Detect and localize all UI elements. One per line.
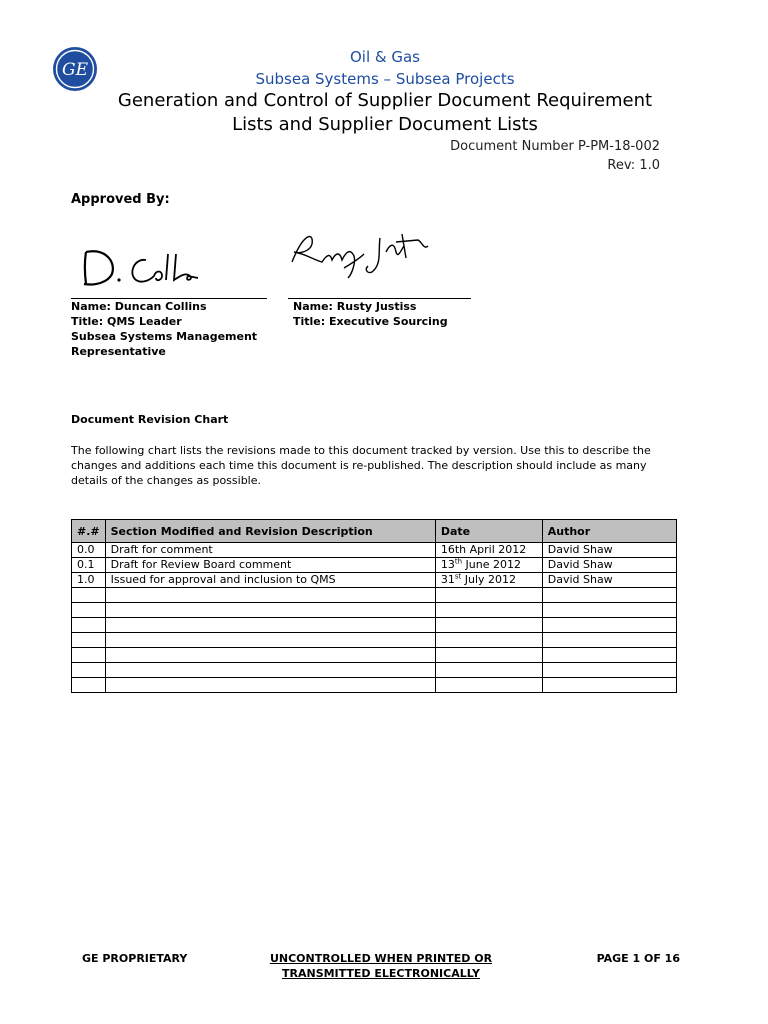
revision-number-cell: 0.1 [72, 558, 106, 573]
revision-date-cell: 13th June 2012 [435, 558, 542, 573]
svg-text:GE: GE [62, 60, 88, 80]
column-header-description: Section Modified and Revision Description [105, 520, 435, 543]
table-row-empty [72, 648, 677, 663]
revision-author-cell: David Shaw [542, 558, 676, 573]
document-number: Document Number P-PM-18-002 [450, 139, 660, 154]
table-header-row [72, 520, 677, 543]
column-header-author: Author [542, 520, 676, 543]
signer-1-extra-line-1: Subsea Systems Management [71, 330, 258, 343]
signer-2-title: Title: Executive Sourcing [293, 315, 448, 328]
footer-uncontrolled-notice [246, 951, 516, 981]
revision-date-cell: 31st July 2012 [435, 573, 542, 588]
revision-chart-intro: The following chart lists the revisions made to this document tracked by version. Use this to describe the changes and additions each time this document is re-published. The description should include as many details of the changes as possible. [71, 444, 651, 487]
revision-number: Rev: 1.0 [607, 158, 660, 173]
org-line-2: Subsea Systems – Subsea Projects [255, 70, 515, 88]
signature-rusty-justiss [284, 222, 434, 284]
table-row [72, 573, 677, 588]
org-line-1: Oil & Gas [349, 48, 420, 66]
revision-description-cell: Draft for comment [105, 543, 435, 558]
revision-number-cell: 0.0 [72, 543, 106, 558]
footer-notice-line-1: UNCONTROLLED WHEN PRINTED OR [269, 952, 493, 965]
footer-proprietary: GE PROPRIETARY [82, 952, 188, 965]
table-row-empty [72, 618, 677, 633]
table-row-empty [72, 588, 677, 603]
revision-number-cell: 1.0 [72, 573, 106, 588]
revision-date-cell: 16th April 2012 [435, 543, 542, 558]
signer-2-name: Name: Rusty Justiss [293, 300, 417, 313]
table-row-empty [72, 678, 677, 693]
table-row-empty [72, 603, 677, 618]
revision-description-cell: Issued for approval and inclusion to QMS [105, 573, 435, 588]
signer-block-1 [71, 299, 271, 359]
title-line-2: Lists and Supplier Document Lists [232, 114, 538, 135]
ge-logo-icon [52, 46, 98, 92]
column-header-date: Date [435, 520, 542, 543]
column-header-number: #.# [72, 520, 106, 543]
signature-duncan-collins [76, 240, 216, 290]
organization-header [100, 46, 670, 90]
revision-table [71, 519, 677, 693]
revision-author-cell: David Shaw [542, 543, 676, 558]
signer-block-2 [293, 299, 493, 329]
approved-by-heading: Approved By: [71, 192, 170, 207]
revision-author-cell: David Shaw [542, 573, 676, 588]
revision-chart-heading: Document Revision Chart [71, 413, 229, 426]
document-number-block [450, 137, 660, 175]
table-row-empty [72, 633, 677, 648]
title-line-1: Generation and Control of Supplier Document Requirement [117, 90, 653, 111]
document-title [100, 89, 670, 137]
revision-description-cell: Draft for Review Board comment [105, 558, 435, 573]
footer-notice-line-2: TRANSMITTED ELECTRONICALLY [282, 967, 480, 980]
table-row [72, 543, 677, 558]
table-row-empty [72, 663, 677, 678]
footer-page-number: PAGE 1 OF 16 [596, 952, 680, 965]
signer-1-name: Name: Duncan Collins [71, 300, 207, 313]
signer-1-title: Title: QMS Leader [71, 315, 182, 328]
signer-1-extra-line-2: Representative [71, 345, 166, 358]
table-row [72, 558, 677, 573]
